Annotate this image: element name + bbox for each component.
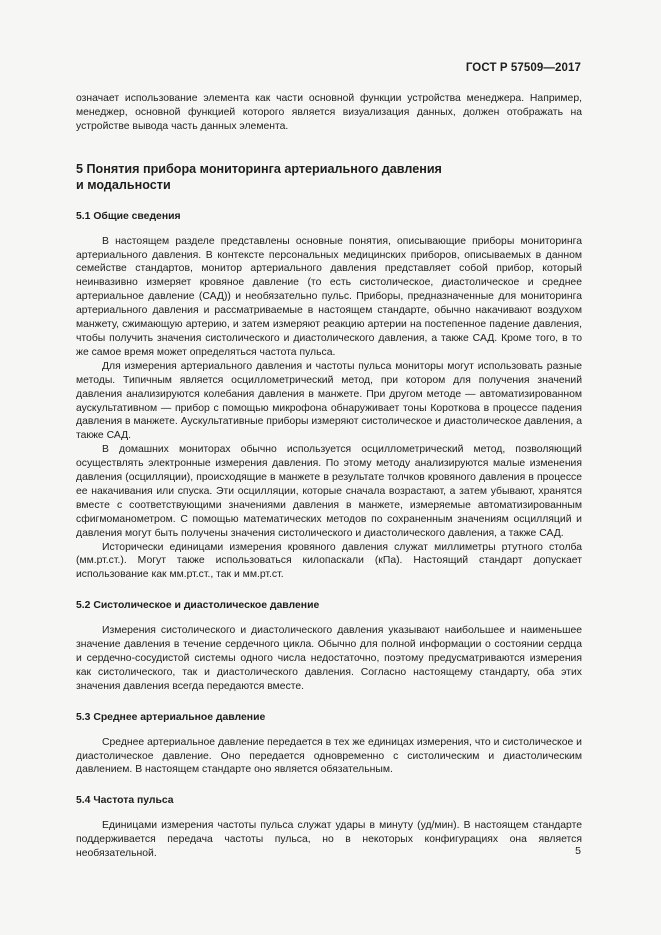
paragraph: В настоящем разделе представлены основные понятия, описывающие приборы мониторинга артериального давления. В контексте персональных медицинских приборов, описываемых в данном семействе стандартов, монитор артериального давления представляет собой прибор, который неинвазивно измеряет кровяное давление (то есть систолическое, диастолическое и среднее артериальное давление (САД)) и необязательно пульс. Приборы, предназначенные для мониторинга артериального давления и рассматриваемые в настоящем стандарте, обычно накачивают воздухом манжету, сжимающую артерию, и затем измеряют реакцию артерии на постепенное падение давления, чтобы получить значения систолического и диастолического давления, а также САД. Кроме того, в то же самое время может определяться частота пульса. <box>76 235 582 358</box>
intro-paragraph: означает использование элемента как части основной функции устройства менеджера. Например, менеджер, основной функцией которого является визуализация данных, должен отображать на устройстве вывода часть данных элемента. <box>76 93 582 132</box>
subsection-heading: 5.4 Частота пульса <box>76 795 174 807</box>
subsection-heading: 5.3 Среднее артериальное давление <box>76 711 266 723</box>
paragraph: Единицами измерения частоты пульса служат удары в минуту (уд/мин). В настоящем стандарте поддерживается передача частоты пульса, но в некоторых конфигурациях она является необязательной. <box>76 820 582 860</box>
paragraph: Исторически единицами измерения кровяного давления служат миллиметры ртутного столба (мм.рт.ст.). Могут также использоваться килопаскали (кПа). Настоящий стандарт допускает использование как мм.рт.ст., так и мм.рт.ст. <box>76 541 582 581</box>
paragraph: Измерения систолического и диастолического давления указывают наибольшее и наименьшее значение давления в течение сердечного цикла. Обычно для полной информации о состоянии сердца и сердечно-сосудистой системы одного числа недостаточно, поэтому предусматриваются измерения как систолического, так и диастолического давления. Согласно настоящему стандарту, оба этих значения давления всегда передаются вместе. <box>76 625 582 692</box>
paragraph: Среднее артериальное давление передается в тех же единицах измерения, что и систолическое и диастолическое давление. Оно передается одновременно с систолическим и диастолическим давлением. В настоящем стандарте оно является обязательным. <box>76 736 582 776</box>
section-title-line-2: и модальности <box>76 177 171 192</box>
subsection-heading: 5.1 Общие сведения <box>76 210 181 222</box>
section-title <box>76 161 582 193</box>
document-body <box>76 92 582 861</box>
section-title-line-1: 5 Понятия прибора мониторинга артериального давления <box>76 161 442 176</box>
paragraph: В домашних мониторах обычно используется осциллометрический метод, позволяющий осуществлять электронные измерения давления. По этому методу анализируются малые изменения давления (осцилляции), происходящие в манжете в результате толчков кровяного давления в процессе ее накачивания или спуска. Эти осцилляции, которые сначала возрастают, а затем убывают, хранятся вместе с соответствующими значениями давления в манжете, измеряемые автоматизированным сфигмоманометром. С помощью математических методов по сохраненным значениям осцилляций и давления могут быть получены значения систолического и диастолического давления, а также САД. <box>76 444 582 539</box>
paragraph: Для измерения артериального давления и частоты пульса мониторы могут использовать разные методы. Типичным является осциллометрический метод, при котором для получения значений давления анализируются колебания давления в манжете. При другом методе — автоматизированном аускультативном — прибор с помощью микрофона обнаруживает тоны Короткова в процессе падения давления в манжете. Аускультативные приборы измеряют систолическое и диастолическое давления, а также САД. <box>76 360 582 442</box>
subsection-heading: 5.2 Систолическое и диастолическое давление <box>76 600 320 612</box>
document-number: ГОСТ Р 57509—2017 <box>465 62 581 74</box>
page-number: 5 <box>575 845 581 857</box>
